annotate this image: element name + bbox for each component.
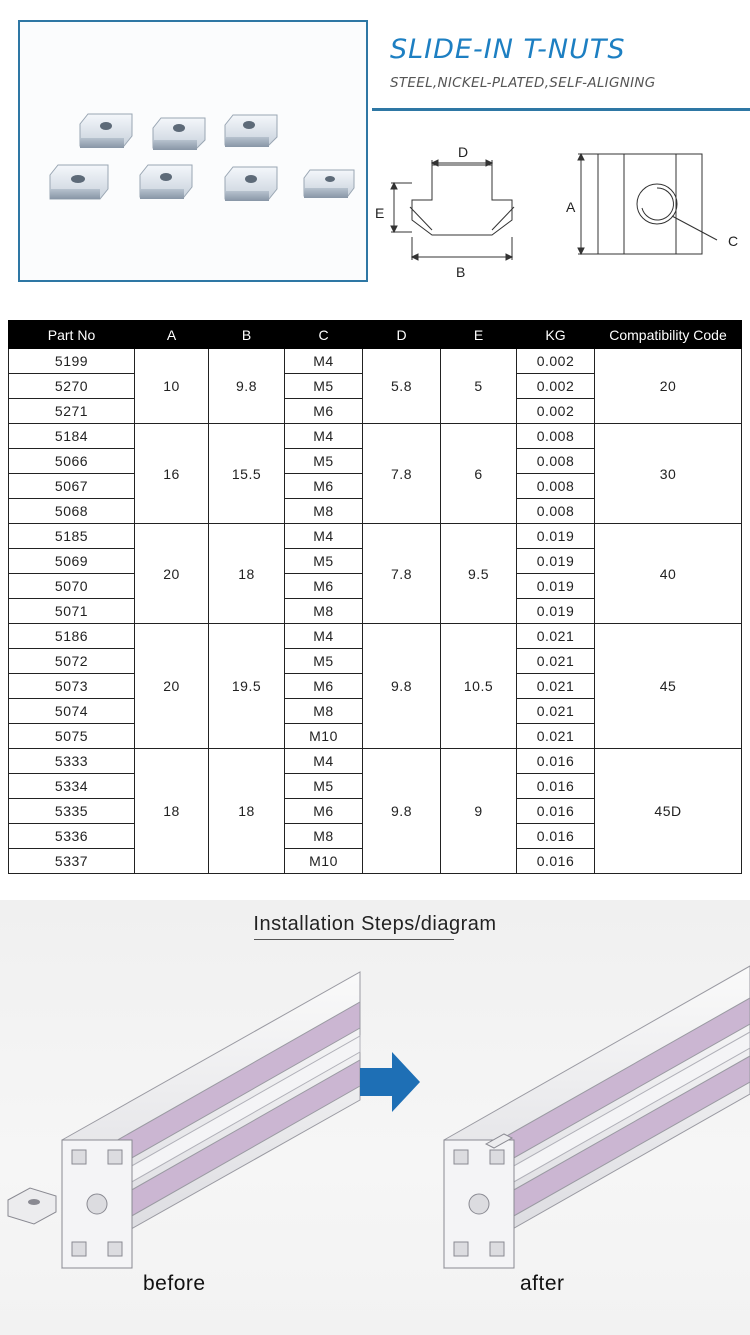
cell-kg: 0.021 <box>517 674 595 699</box>
cell-c: M6 <box>285 799 363 824</box>
installation-title: Installation Steps/diagram <box>253 913 497 935</box>
cell-c: M5 <box>285 649 363 674</box>
label-d: D <box>458 144 469 160</box>
cell-kg: 0.021 <box>517 649 595 674</box>
cell-c: M4 <box>285 424 363 449</box>
cell-c: M6 <box>285 674 363 699</box>
label-e: E <box>375 205 385 221</box>
label-c: C <box>728 233 739 249</box>
cell-e: 6 <box>441 424 517 524</box>
cell-e: 9.5 <box>441 524 517 624</box>
table-row <box>9 524 742 549</box>
page-title: SLIDE-IN T-NUTS <box>390 34 626 65</box>
cell-kg: 0.008 <box>517 424 595 449</box>
cell-c: M5 <box>285 774 363 799</box>
cell-d: 5.8 <box>363 349 441 424</box>
cell-kg: 0.008 <box>517 499 595 524</box>
cell-kg: 0.019 <box>517 549 595 574</box>
cell-kg: 0.021 <box>517 724 595 749</box>
cell-part-no: 5071 <box>9 599 135 624</box>
cell-c: M8 <box>285 499 363 524</box>
cell-c: M8 <box>285 824 363 849</box>
cell-c: M5 <box>285 374 363 399</box>
cell-compat-code: 45 <box>595 624 742 749</box>
col-header-e: E <box>441 321 517 349</box>
installation-section <box>0 900 750 1335</box>
cell-b: 19.5 <box>209 624 285 749</box>
cell-part-no: 5070 <box>9 574 135 599</box>
cell-c: M4 <box>285 749 363 774</box>
cell-c: M10 <box>285 724 363 749</box>
cell-c: M10 <box>285 849 363 874</box>
installation-diagram <box>0 940 750 1300</box>
table-row <box>9 424 742 449</box>
col-header-d: D <box>363 321 441 349</box>
cell-part-no: 5333 <box>9 749 135 774</box>
label-b: B <box>456 264 466 280</box>
cell-a: 18 <box>135 749 209 874</box>
cell-part-no: 5271 <box>9 399 135 424</box>
cell-c: M4 <box>285 349 363 374</box>
cell-c: M5 <box>285 449 363 474</box>
cell-c: M6 <box>285 399 363 424</box>
cell-a: 20 <box>135 624 209 749</box>
cell-part-no: 5074 <box>9 699 135 724</box>
t-nuts-photo <box>20 22 366 280</box>
cell-kg: 0.019 <box>517 599 595 624</box>
cell-compat-code: 20 <box>595 349 742 424</box>
col-header-part-no: Part No <box>9 321 135 349</box>
cell-part-no: 5075 <box>9 724 135 749</box>
table-row <box>9 749 742 774</box>
cell-kg: 0.016 <box>517 799 595 824</box>
cell-part-no: 5186 <box>9 624 135 649</box>
after-label: after <box>520 1272 565 1295</box>
cell-c: M8 <box>285 599 363 624</box>
cell-part-no: 5069 <box>9 549 135 574</box>
cell-b: 9.8 <box>209 349 285 424</box>
cell-part-no: 5270 <box>9 374 135 399</box>
cell-kg: 0.008 <box>517 449 595 474</box>
cell-d: 9.8 <box>363 749 441 874</box>
cell-kg: 0.016 <box>517 824 595 849</box>
product-photo <box>18 20 368 282</box>
cell-c: M4 <box>285 524 363 549</box>
cell-kg: 0.021 <box>517 624 595 649</box>
spec-table <box>8 320 742 874</box>
cell-part-no: 5336 <box>9 824 135 849</box>
cell-part-no: 5184 <box>9 424 135 449</box>
cell-kg: 0.021 <box>517 699 595 724</box>
dimension-drawings <box>372 112 750 292</box>
cell-part-no: 5335 <box>9 799 135 824</box>
col-header-a: A <box>135 321 209 349</box>
cell-b: 15.5 <box>209 424 285 524</box>
cell-a: 10 <box>135 349 209 424</box>
label-a: A <box>566 199 576 215</box>
col-header-kg: KG <box>517 321 595 349</box>
cell-d: 9.8 <box>363 624 441 749</box>
cell-c: M6 <box>285 574 363 599</box>
cell-e: 10.5 <box>441 624 517 749</box>
before-label: before <box>143 1272 206 1295</box>
cell-kg: 0.008 <box>517 474 595 499</box>
page-subtitle: STEEL,NICKEL-PLATED,SELF-ALIGNING <box>390 75 656 91</box>
cell-part-no: 5199 <box>9 349 135 374</box>
arrow-icon <box>360 1052 420 1112</box>
cell-c: M6 <box>285 474 363 499</box>
table-header-row <box>9 321 742 349</box>
cell-kg: 0.019 <box>517 524 595 549</box>
cell-part-no: 5337 <box>9 849 135 874</box>
cell-part-no: 5185 <box>9 524 135 549</box>
cell-b: 18 <box>209 524 285 624</box>
cell-a: 16 <box>135 424 209 524</box>
cell-d: 7.8 <box>363 524 441 624</box>
col-header-b: B <box>209 321 285 349</box>
cell-kg: 0.002 <box>517 399 595 424</box>
cell-part-no: 5073 <box>9 674 135 699</box>
cell-compat-code: 45D <box>595 749 742 874</box>
cell-compat-code: 40 <box>595 524 742 624</box>
cell-a: 20 <box>135 524 209 624</box>
profile-after <box>444 966 750 1268</box>
cell-part-no: 5066 <box>9 449 135 474</box>
cell-compat-code: 30 <box>595 424 742 524</box>
cell-kg: 0.002 <box>517 349 595 374</box>
cell-kg: 0.002 <box>517 374 595 399</box>
cell-c: M8 <box>285 699 363 724</box>
cell-b: 18 <box>209 749 285 874</box>
col-header-compat: Compatibility Code <box>595 321 742 349</box>
cell-kg: 0.016 <box>517 849 595 874</box>
profile-before <box>8 972 360 1268</box>
table-row <box>9 624 742 649</box>
cell-e: 5 <box>441 349 517 424</box>
cell-d: 7.8 <box>363 424 441 524</box>
cell-part-no: 5068 <box>9 499 135 524</box>
cell-c: M5 <box>285 549 363 574</box>
cell-kg: 0.016 <box>517 749 595 774</box>
dimension-diagram <box>372 112 750 292</box>
cell-c: M4 <box>285 624 363 649</box>
cell-part-no: 5334 <box>9 774 135 799</box>
header-divider <box>372 108 750 111</box>
cell-part-no: 5072 <box>9 649 135 674</box>
cell-part-no: 5067 <box>9 474 135 499</box>
cell-kg: 0.019 <box>517 574 595 599</box>
col-header-c: C <box>285 321 363 349</box>
cell-e: 9 <box>441 749 517 874</box>
cell-kg: 0.016 <box>517 774 595 799</box>
table-row <box>9 349 742 374</box>
